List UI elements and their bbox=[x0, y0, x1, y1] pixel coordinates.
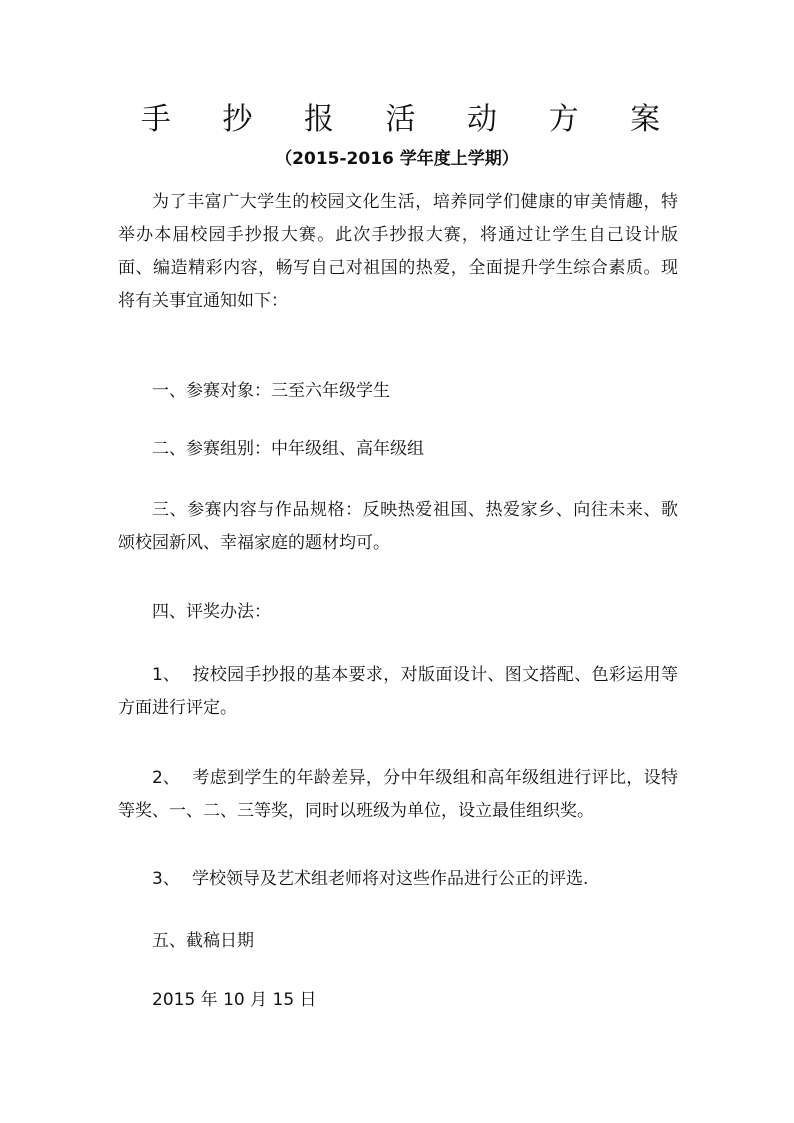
item-text: 学校领导及艺术组老师将对这些作品进行公正的评选. bbox=[192, 869, 589, 889]
section-content: 三、参赛内容与作品规格：反映热爱祖国、热爱家乡、向往未来、歌颂校园新风、幸福家庭的题材均可。 bbox=[118, 500, 678, 553]
section-judging: 四、评奖办法： bbox=[152, 602, 271, 622]
item-number: 3、 bbox=[152, 869, 180, 889]
document-title: 手 抄 报 活 动 方 案 bbox=[140, 102, 682, 137]
item-number: 2、 bbox=[152, 768, 180, 788]
section-participants: 一、参赛对象：三至六年级学生 bbox=[152, 381, 390, 401]
document-subtitle: （2015-2016 学年度上学期） bbox=[275, 149, 519, 169]
item-text: 考虑到学生的年龄差异，分中年级组和高年级组进行评比，设特等奖、一、二、三等奖，同时以班级为单位，设立最佳组织奖。 bbox=[118, 768, 678, 821]
judging-item-2 bbox=[118, 762, 678, 828]
item-number: 1、 bbox=[152, 665, 180, 685]
deadline-date: 2015 年 10 月 15 日 bbox=[152, 990, 317, 1010]
intro-paragraph: 为了丰富广大学生的校园文化生活，培养同学们健康的审美情趣，特举办本届校园手抄报大赛。此次手抄报大赛，将通过让学生自己设计版面、编造精彩内容，畅写自己对祖国的热爱，全面提升学生综合素质。现将有关事宜通知如下： bbox=[118, 192, 678, 311]
section-groups: 二、参赛组别：中年级组、高年级组 bbox=[152, 439, 424, 459]
section-deadline: 五、截稿日期 bbox=[152, 931, 254, 951]
item-text: 按校园手抄报的基本要求，对版面设计、图文搭配、色彩运用等方面进行评定。 bbox=[118, 665, 678, 718]
judging-item-3 bbox=[118, 863, 678, 896]
judging-item-1 bbox=[118, 659, 678, 725]
